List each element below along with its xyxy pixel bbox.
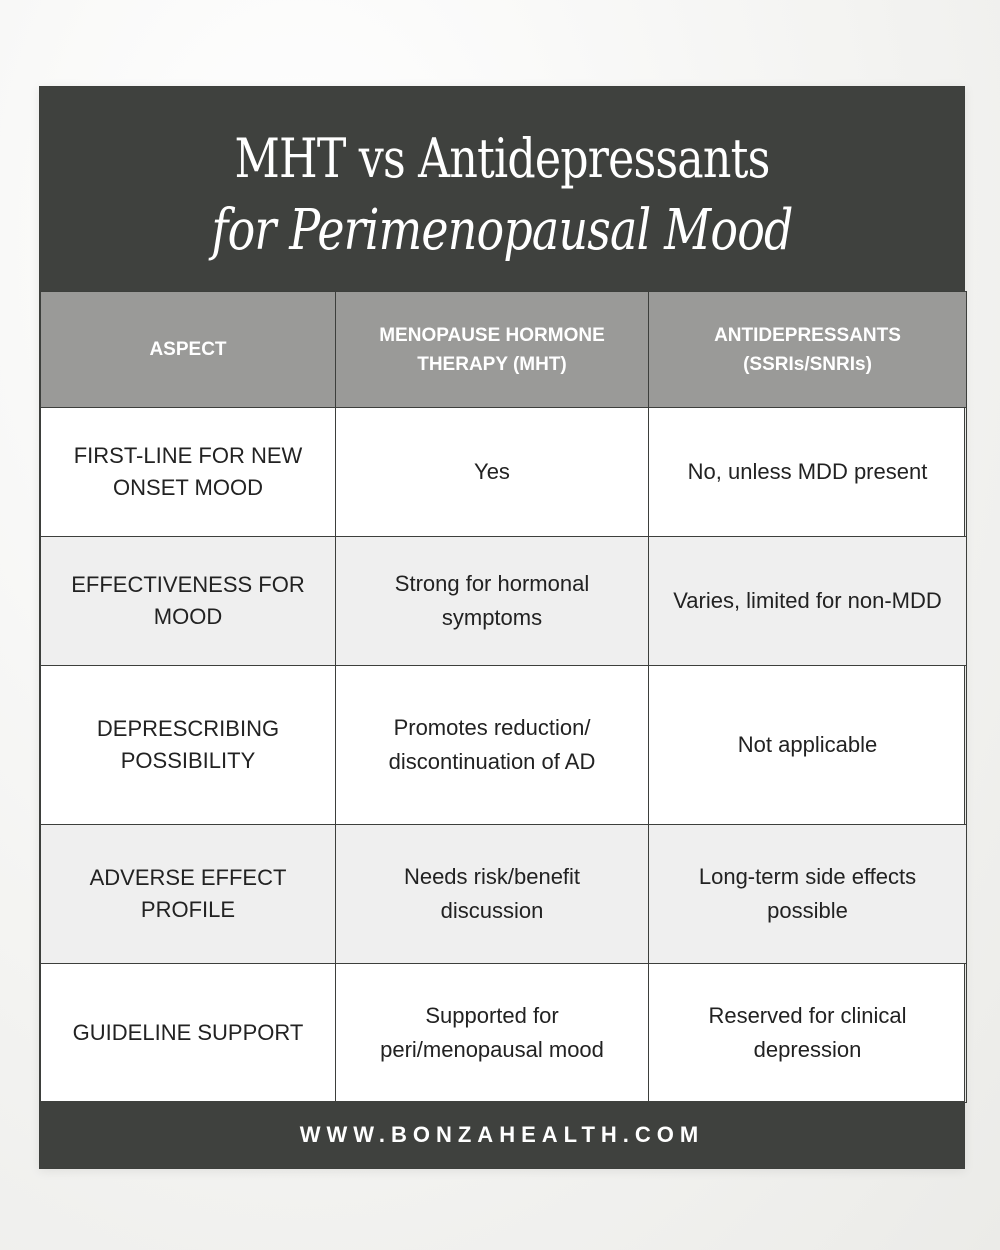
table-row — [41, 964, 967, 1103]
mht-cell: Needs risk/benefit discussion — [336, 825, 649, 964]
table-header-row — [41, 292, 967, 408]
aspect-cell: EFFECTIVENESS FOR MOOD — [41, 537, 336, 666]
aspect-cell: GUIDELINE SUPPORT — [41, 964, 336, 1103]
aspect-cell: ADVERSE EFFECT PROFILE — [41, 825, 336, 964]
mht-cell: Yes — [336, 408, 649, 537]
antidepressant-cell: Long-term side effects possible — [649, 825, 967, 964]
comparison-table — [40, 291, 967, 1103]
table-row — [41, 825, 967, 964]
column-header-antidepressants: ANTIDEPRESSANTS (SSRIs/SNRIs) — [649, 292, 967, 408]
mht-cell: Promotes reduction/ discontinuation of AD — [336, 666, 649, 825]
table-row — [41, 537, 967, 666]
footer-url: WWW.BONZAHEALTH.COM — [40, 1101, 964, 1168]
column-header-mht: MENOPAUSE HORMONE THERAPY (MHT) — [336, 292, 649, 408]
table-row — [41, 408, 967, 537]
mht-cell: Supported for peri/menopausal mood — [336, 964, 649, 1103]
antidepressant-cell: No, unless MDD present — [649, 408, 967, 537]
aspect-cell: FIRST-LINE FOR NEW ONSET MOOD — [41, 408, 336, 537]
mht-cell: Strong for hormonal symptoms — [336, 537, 649, 666]
comparison-card — [39, 86, 965, 1169]
title-banner — [40, 87, 964, 291]
page-subtitle: for Perimenopausal Mood — [211, 198, 793, 263]
table-row — [41, 666, 967, 825]
antidepressant-cell: Reserved for clinical depression — [649, 964, 967, 1103]
antidepressant-cell: Varies, limited for non-MDD — [649, 537, 967, 666]
aspect-cell: DEPRESCRIBING POSSIBILITY — [41, 666, 336, 825]
column-header-aspect: ASPECT — [41, 292, 336, 408]
antidepressant-cell: Not applicable — [649, 666, 967, 825]
page-title: MHT vs Antidepressants — [234, 127, 770, 190]
